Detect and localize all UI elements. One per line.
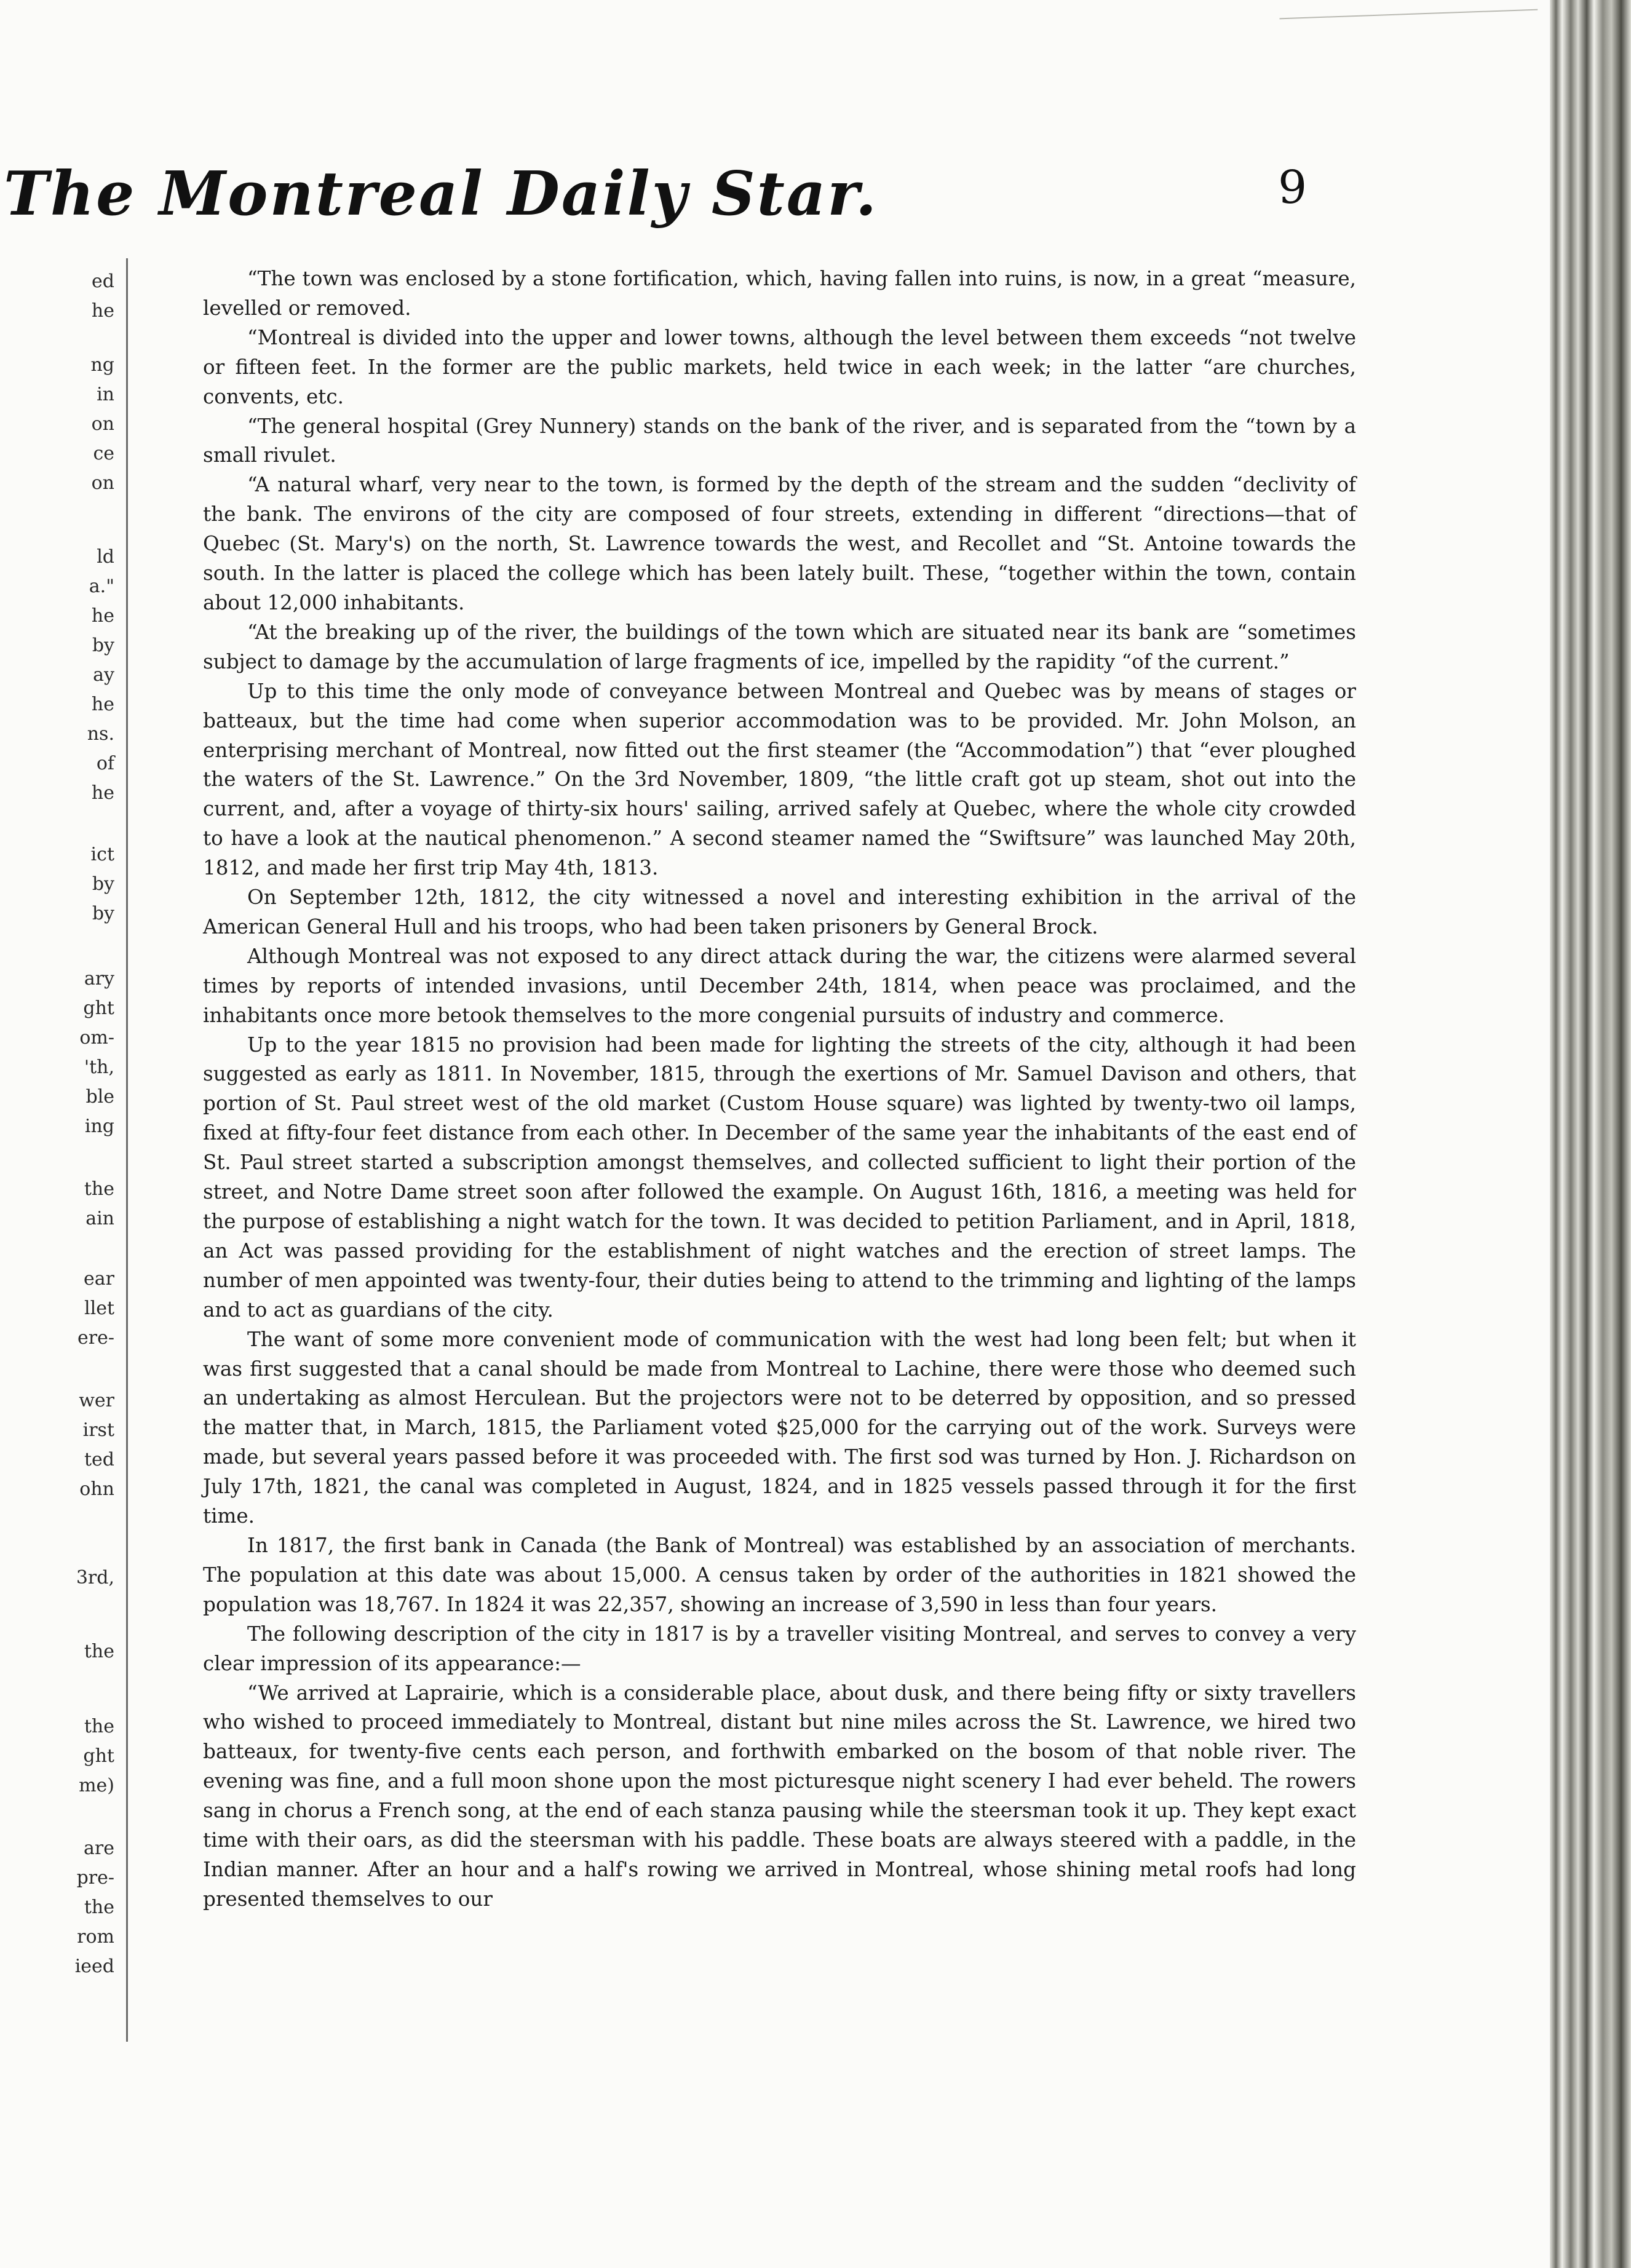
left-fragment: a." <box>89 576 114 597</box>
left-fragment: om- <box>79 1027 114 1049</box>
article-paragraph: Although Montreal was not exposed to any direct attack during the war, the citizens were alarmed several times by reports of intended invasions, until December 24th, 1814, when peace was proclaimed, and the inhabitants once more betook themselves to the more congenial pursuits of industry and commerce. <box>203 944 1356 1027</box>
left-fragment: ght <box>83 997 114 1019</box>
left-fragment: llet <box>84 1298 114 1319</box>
article-paragraph: In 1817, the first bank in Canada (the Bank of Montreal) was established by an association of merchants. The population at this date was about 15,000. A census taken by order of the authorities in 1821 showed the population was 18,767. In 1824 it was 22,357, showing an increase of 3,590 in less than four years. <box>203 1533 1356 1616</box>
article-paragraph: The following description of the city in 1817 is by a traveller visiting Montreal, and serves to convey a very clear impression of its appearance:— <box>203 1622 1356 1675</box>
article-paragraph: Up to this time the only mode of conveyance between Montreal and Quebec was by means of stages or batteaux, but the time had come when superior accommodation was to be provided. Mr. John Molson, an enterprising merchant of Montreal, now fitted out the first steamer (the “Accommodation”) that “ever ploughed the waters of the St. Lawrence.” On the 3rd November, 1809, “the little craft got up steam, shot out into the current, and, after a voyage of thirty-six hours' sailing, arrived safely at Quebec, where the whole city crowded to have a look at the nautical phenomenon.” A second steamer named the “Swiftsure” was launched May 20th, 1812, and made her first trip May 4th, 1813. <box>203 679 1356 880</box>
article-paragraph: “At the breaking up of the river, the buildings of the town which are situated near its bank are “sometimes subject to damage by the accumulation of large fragments of ice, impelled by the rapidity “of the current.” <box>203 620 1356 673</box>
page-number: 9 <box>1278 161 1308 214</box>
article-paragraph: “A natural wharf, very near to the town, is formed by the depth of the stream and the sudden “declivity of the bank. The environs of the city are composed of four streets, extending in different “directions—that of Quebec (St. Mary's) on the north, St. Lawrence towards the west, and Recollet and “St. Antoine towards the south. In the latter is placed the college which has been lately built. These, “together within the town, contain about 12,000 inhabitants. <box>203 473 1356 614</box>
left-fragment: the <box>84 1897 114 1918</box>
article-paragraph: “The town was enclosed by a stone fortification, which, having fallen into ruins, is now, in a great “measure, levelled or removed. <box>203 267 1356 320</box>
left-fragment: ld <box>97 546 114 568</box>
left-fragment: ns. <box>87 723 114 745</box>
left-fragment: ght <box>83 1745 114 1767</box>
left-fragment: on <box>91 413 114 435</box>
left-fragment: ce <box>93 443 114 464</box>
left-fragment: ain <box>85 1208 114 1229</box>
article-paragraph: “Montreal is divided into the upper and lower towns, although the level between them exceeds “not twelve or fifteen feet. In the former are the public markets, held twice in each week; in the latter “are churches, convents, etc. <box>203 325 1356 408</box>
column-rule <box>126 258 128 2042</box>
left-fragment: ear <box>84 1268 114 1290</box>
left-fragment: the <box>84 1716 114 1737</box>
left-fragment: ary <box>84 968 114 989</box>
left-fragment: the <box>84 1178 114 1200</box>
article-paragraph: Up to the year 1815 no provision had been made for lighting the streets of the city, although it had been suggested as early as 1811. In November, 1815, through the exertions of Mr. Samuel Davison and others, that portion of St. Paul street west of the old market (Custom House square) was lighted by twenty-two oil lamps, fixed at fifty-four feet distance from each other. In December of the same year the inhabitants of the east end of St. Paul street started a subscription amongst themselves, and collected sufficient to light their portion of the street, and Notre Dame street soon after followed the example. On August 16th, 1816, a meeting was held for the purpose of establishing a night watch for the town. It was decided to petition Parliament, and in April, 1818, an Act was passed providing for the establishment of night watches and the erection of street lamps. The number of men appointed was twenty-four, their duties being to attend to the trimming and lighting of the lamps and to act as guardians of the city. <box>203 1033 1356 1322</box>
left-fragment: by <box>92 873 114 895</box>
left-fragment: he <box>91 694 114 715</box>
left-fragment: ng <box>90 354 114 376</box>
left-fragment: pre- <box>76 1867 114 1889</box>
book-spine-edge <box>1550 0 1631 2268</box>
left-fragment: ble <box>85 1086 114 1108</box>
left-fragment: ed <box>92 271 114 292</box>
left-fragment: of <box>96 753 114 774</box>
left-fragment: ieed <box>74 1956 114 1977</box>
left-fragment: the <box>84 1641 114 1662</box>
left-fragment: ing <box>84 1116 114 1137</box>
left-fragment: by <box>92 635 114 656</box>
left-fragment: ay <box>93 664 114 686</box>
left-fragment: in <box>97 384 114 405</box>
left-fragment: are <box>84 1838 114 1859</box>
article-body <box>203 264 1356 1914</box>
left-fragment: he <box>91 605 114 627</box>
left-fragment: ere- <box>77 1327 114 1349</box>
left-fragment: ict <box>90 844 114 865</box>
article-paragraph: The want of some more convenient mode of communication with the west had long been felt; but when it was first suggested that a canal should be made from Montreal to Lachine, there were those who deemed such an undertaking as almost Herculean. But the projectors were not to be deterred by opposition, and so pressed the matter that, in March, 1815, the Parliament voted $25,000 for the carrying out of the work. Surveys were made, but several years passed before it was proceeded with. The first sod was turned by Hon. J. Richardson on July 17th, 1821, the canal was completed in August, 1824, and in 1825 vessels passed through it for the first time. <box>203 1327 1356 1528</box>
left-fragment: wer <box>79 1390 114 1411</box>
left-fragment: he <box>91 300 114 322</box>
article-paragraph: “We arrived at Laprairie, which is a considerable place, about dusk, and there being fifty or sixty travellers who wished to proceed immediately to Montreal, distant but nine miles across the St. Lawrence, we hired two batteaux, for twenty-five cents each person, and forthwith embarked on the bosom of that noble river. The evening was fine, and a full moon shone upon the most picturesque night scenery I had ever beheld. The rowers sang in chorus a French song, at the end of each stanza pausing while the steersman took it up. They kept exact time with their oars, as did the steersman with his paddle. These boats are always steered with a paddle, in the Indian manner. After an hour and a half's rowing we arrived in Montreal, whose shining metal roofs had long presented themselves to our <box>203 1681 1356 1911</box>
left-fragment: 'th, <box>84 1057 114 1078</box>
left-column-fragments <box>0 271 123 2005</box>
article-paragraph: “The general hospital (Grey Nunnery) stands on the bank of the river, and is separated from the “town by a small rivulet. <box>203 414 1356 467</box>
article-paragraph: On September 12th, 1812, the city witnessed a novel and interesting exhibition in the arrival of the American General Hull and his troops, who had been taken prisoners by General Brock. <box>203 886 1356 938</box>
left-fragment: irst <box>82 1419 114 1441</box>
left-fragment: rom <box>77 1926 114 1948</box>
left-fragment: me) <box>79 1775 114 1796</box>
left-fragment: on <box>91 472 114 494</box>
scan-mark <box>1279 0 1538 19</box>
left-fragment: 3rd, <box>76 1567 114 1588</box>
left-fragment: by <box>92 903 114 924</box>
left-fragment: ohn <box>79 1478 114 1500</box>
masthead-title: The Montreal Daily Star. <box>4 159 879 229</box>
left-fragment: ted <box>84 1449 114 1470</box>
left-fragment: he <box>91 782 114 804</box>
